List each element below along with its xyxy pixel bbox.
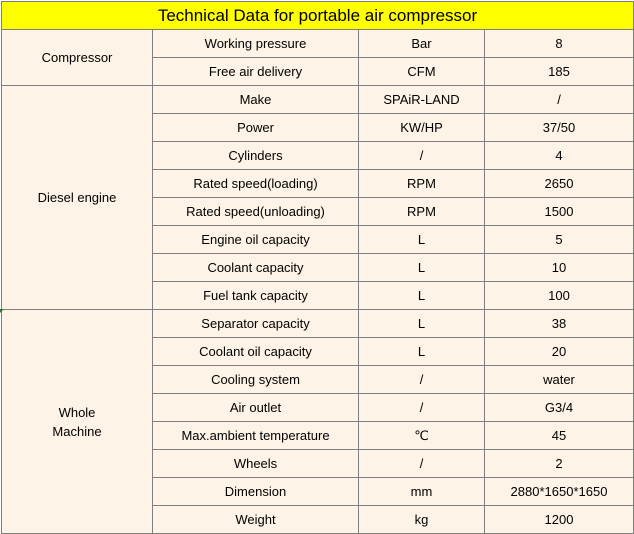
unit-cell: / <box>359 450 485 478</box>
unit-cell: RPM <box>359 198 485 226</box>
param-cell: Engine oil capacity <box>153 226 359 254</box>
unit-cell: KW/HP <box>359 114 485 142</box>
param-cell: Max.ambient temperature <box>153 422 359 450</box>
param-cell: Wheels <box>153 450 359 478</box>
table-row <box>2 30 634 58</box>
param-cell: Power <box>153 114 359 142</box>
table-row <box>2 310 634 338</box>
param-cell: Weight <box>153 506 359 534</box>
value-cell: 2880*1650*1650 <box>485 478 634 506</box>
value-cell: 1200 <box>485 506 634 534</box>
table-title: Technical Data for portable air compressor <box>2 2 634 30</box>
table-row <box>2 86 634 114</box>
group-compressor: Compressor <box>2 30 153 86</box>
param-cell: Cooling system <box>153 366 359 394</box>
unit-cell: / <box>359 142 485 170</box>
unit-cell: / <box>359 394 485 422</box>
unit-cell: CFM <box>359 58 485 86</box>
param-cell: Dimension <box>153 478 359 506</box>
cell-comment-marker-icon <box>0 309 4 313</box>
param-cell: Air outlet <box>153 394 359 422</box>
unit-cell: ℃ <box>359 422 485 450</box>
param-cell: Rated speed(loading) <box>153 170 359 198</box>
value-cell: 45 <box>485 422 634 450</box>
value-cell: G3/4 <box>485 394 634 422</box>
unit-cell: L <box>359 282 485 310</box>
param-cell: Fuel tank capacity <box>153 282 359 310</box>
unit-cell: mm <box>359 478 485 506</box>
unit-cell: SPAiR-LAND <box>359 86 485 114</box>
technical-data-table <box>1 1 634 534</box>
unit-cell: L <box>359 338 485 366</box>
value-cell: 20 <box>485 338 634 366</box>
value-cell: / <box>485 86 634 114</box>
value-cell: 2 <box>485 450 634 478</box>
value-cell: 5 <box>485 226 634 254</box>
unit-cell: Bar <box>359 30 485 58</box>
unit-cell: RPM <box>359 170 485 198</box>
value-cell: 2650 <box>485 170 634 198</box>
value-cell: water <box>485 366 634 394</box>
value-cell: 185 <box>485 58 634 86</box>
unit-cell: L <box>359 254 485 282</box>
param-cell: Free air delivery <box>153 58 359 86</box>
param-cell: Cylinders <box>153 142 359 170</box>
param-cell: Rated speed(unloading) <box>153 198 359 226</box>
value-cell: 1500 <box>485 198 634 226</box>
group-diesel-engine: Diesel engine <box>2 86 153 310</box>
param-cell: Coolant oil capacity <box>153 338 359 366</box>
group-whole-machine-line1: Whole <box>58 404 96 420</box>
value-cell: 37/50 <box>485 114 634 142</box>
unit-cell: kg <box>359 506 485 534</box>
value-cell: 38 <box>485 310 634 338</box>
unit-cell: L <box>359 310 485 338</box>
group-whole-machine-line2: Machine <box>52 423 102 439</box>
value-cell: 8 <box>485 30 634 58</box>
value-cell: 100 <box>485 282 634 310</box>
param-cell: Make <box>153 86 359 114</box>
unit-cell: L <box>359 226 485 254</box>
value-cell: 4 <box>485 142 634 170</box>
group-whole-machine <box>2 310 153 534</box>
param-cell: Working pressure <box>153 30 359 58</box>
value-cell: 10 <box>485 254 634 282</box>
param-cell: Separator capacity <box>153 310 359 338</box>
unit-cell: / <box>359 366 485 394</box>
param-cell: Coolant capacity <box>153 254 359 282</box>
title-row <box>2 2 634 30</box>
